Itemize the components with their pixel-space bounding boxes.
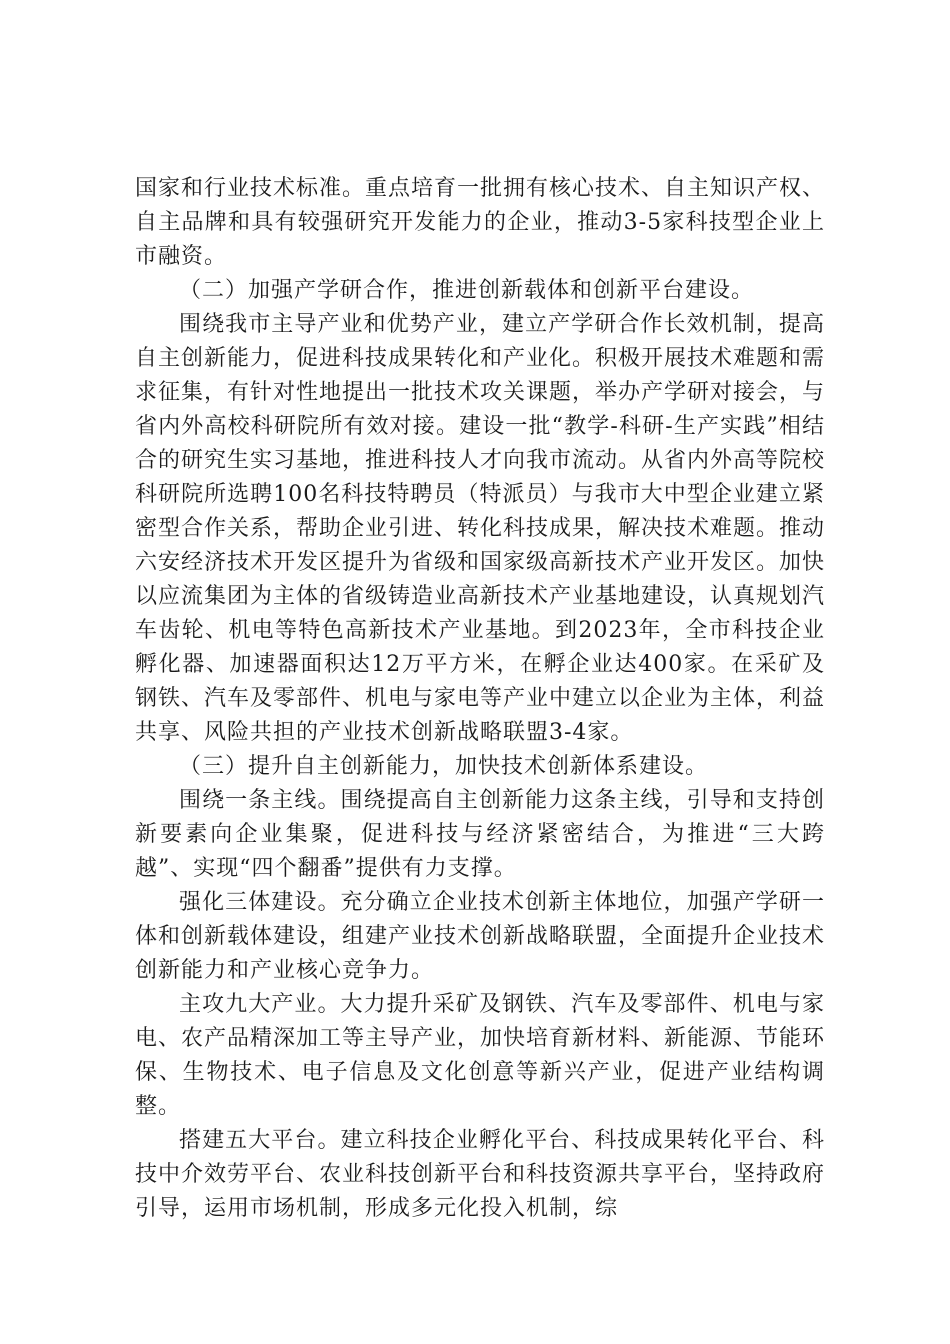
paragraph-industry-research: 围绕我市主导产业和优势产业，建立产学研合作长效机制，提高自主创新能力，促进科技成果转化和产业化。积极开展技术难题和需求征集，有针对性地提出一批技术攻关课题，举办产学研对接会，与省内外高校科研院所有效对接。建设一批“教学-科研-生产实践”相结合的研究生实习基地，推进科技人才向我市流动。从省内外高等院校科研院所选聘100名科技特聘员（特派员）与我市大中型企业建立紧密型合作关系，帮助企业引进、转化科技成果，解决技术难题。推动六安经济技术开发区提升为省级和国家级高新技术产业开发区。加快以应流集团为主体的省级铸造业高新技术产业基地建设，认真规划汽车齿轮、机电等特色高新技术产业基地。到2023年，全市科技企业孵化器、加速器面积达12万平方米，在孵企业达400家。在采矿及钢铁、汽车及零部件、机电与家电等产业中建立以企业为主体，利益共享、风险共担的产业技术创新战略联盟3-4家。 [135, 312, 826, 745]
paragraph-five-platforms: 搭建五大平台。建立科技企业孵化平台、科技成果转化平台、科技中介效劳平台、农业科技创新平台和科技资源共享平台，坚持政府引导，运用市场机制，形成多元化投入机制，综 [135, 1128, 826, 1221]
paragraph-three-systems: 强化三体建设。充分确立企业技术创新主体地位，加强产学研一体和创新载体建设，组建产业技术创新战略联盟，全面提升企业技术创新能力和产业核心竞争力。 [135, 890, 826, 983]
paragraph-main-line: 围绕一条主线。围绕提高自主创新能力这条主线，引导和支持创新要素向企业集聚，促进科技与经济紧密结合，为推进“三大跨越”、实现“四个翻番”提供有力支撑。 [135, 788, 825, 881]
section-heading-3: （三）提升自主创新能力，加快技术创新体系建设。 [179, 754, 709, 779]
document-body [135, 172, 825, 1226]
paragraph-nine-industries: 主攻九大产业。大力提升采矿及钢铁、汽车及零部件、机电与家电、农产品精深加工等主导产业，加快培育新材料、新能源、节能环保、生物技术、电子信息及文化创意等新兴产业，促进产业结构调整。 [135, 992, 826, 1119]
section-heading-2: （二）加强产学研合作，推进创新载体和创新平台建设。 [179, 278, 755, 303]
paragraph-standards: 国家和行业技术标准。重点培育一批拥有核心技术、自主知识产权、自主品牌和具有较强研究开发能力的企业，推动3-5家科技型企业上市融资。 [135, 176, 826, 269]
